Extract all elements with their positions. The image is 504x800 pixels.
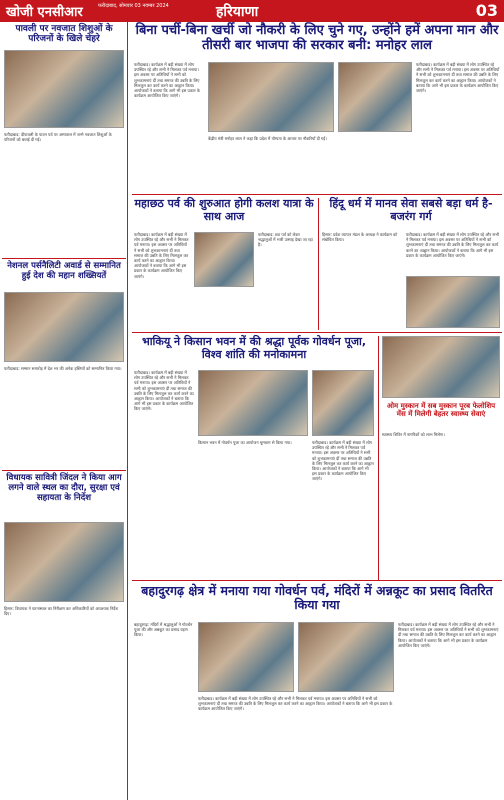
story-2-photo [4, 292, 124, 362]
story-5-headline: महाछठ पर्व की शुरुआत होगी कलश यात्रा के साथ आज [134, 197, 314, 223]
story-9-headline: बहादुरगढ़ क्षेत्र में मनाया गया गोवर्धन पर्व, मंदिरों में अन्नकूट का प्रसाद वितरित किया गया [141, 583, 493, 613]
story-7-text-b: किसान भवन में गोवर्धन पूजा का आयोजन धूमधाम से किया गया। [198, 440, 292, 445]
section-title: हरियाणा [216, 4, 259, 20]
masthead [0, 0, 504, 22]
story-6-headline: हिंदू धर्म में मानव सेवा सबसे बड़ा धर्म है-बजरंग गर्ग [329, 197, 493, 223]
story-3-text: हिसार: विधायक ने घटनास्थल का निरीक्षण कर अधिकारियों को आवश्यक निर्देश दिए। [4, 606, 119, 617]
newspaper-logo: खोजी एनसीआर [6, 5, 83, 20]
story-6-photo [406, 276, 500, 328]
story-9-text-c: फरीदाबाद। कार्यक्रम में बड़ी संख्या में लोग उपस्थित रहे और सभी ने मिलकर पर्व मनाया। इस अवसर पर अतिथियों ने सभी को शुभकामनाएं दीं तथा समाज की उन्नति के लिए मिलजुल कर कार्य करने का आह्वान किया। आयोजकों ने बताया कि आगे भी इस प्रकार के कार्यक्रम आयोजित किए जाएंगे। [398, 622, 499, 648]
story-6-text-b: फरीदाबाद। कार्यक्रम में बड़ी संख्या में लोग उपस्थित रहे और सभी ने मिलकर पर्व मनाया। इस अवसर पर अतिथियों ने सभी को शुभकामनाएं दीं तथा समाज की उन्नति के लिए मिलजुल कर कार्य करने का आह्वान किया। आयोजकों ने बताया कि आगे भी इस प्रकार के कार्यक्रम आयोजित किए जाएंगे। [406, 232, 499, 258]
story-9-text-a: बहादुरगढ़: मंदिरों में श्रद्धालुओं ने गोवर्धन पूजा की और अन्नकूट का प्रसाद ग्रहण किया। [134, 622, 193, 638]
story-6-text-a: हिसार: प्रदेश व्यापार मंडल के अध्यक्ष ने कार्यक्रम को संबोधित किया। [322, 232, 398, 243]
story-9-photo-1 [198, 622, 294, 692]
story-9-text-b: फरीदाबाद। कार्यक्रम में बड़ी संख्या में लोग उपस्थित रहे और सभी ने मिलकर पर्व मनाया। इस अवसर पर अतिथियों ने सभी को शुभकामनाएं दीं तथा समाज की उन्नति के लिए मिलजुल कर कार्य करने का आह्वान किया। आयोजकों ने बताया कि आगे भी इस प्रकार के कार्यक्रम आयोजित किए जाएंगे। [198, 696, 393, 712]
story-1-headline: पावली पर नवजात शिशुओं के परिजनों के खिले चेहरे [15, 24, 113, 45]
story-4-photo-2 [338, 62, 412, 132]
story-5-photo [194, 232, 254, 287]
story-2-text: फरीदाबाद: सम्मान समारोह में देश भर की अनेक हस्तियों को सम्मानित किया गया। [4, 366, 122, 371]
story-5-text-a: फरीदाबाद। कार्यक्रम में बड़ी संख्या में लोग उपस्थित रहे और सभी ने मिलकर पर्व मनाया। इस अवसर पर अतिथियों ने सभी को शुभकामनाएं दीं तथा समाज की उन्नति के लिए मिलजुल कर कार्य करने का आह्वान किया। आयोजकों ने बताया कि आगे भी इस प्रकार के कार्यक्रम आयोजित किए जाएंगे। [134, 232, 189, 279]
story-2-headline: नेशनल पर्सनैलिटी अवार्ड से सम्मानित हुई देश की महान शख्सियतें [7, 261, 121, 281]
story-7-text-c: फरीदाबाद। कार्यक्रम में बड़ी संख्या में लोग उपस्थित रहे और सभी ने मिलकर पर्व मनाया। इस अवसर पर अतिथियों ने सभी को शुभकामनाएं दीं तथा समाज की उन्नति के लिए मिलजुल कर कार्य करने का आह्वान किया। आयोजकों ने बताया कि आगे भी इस प्रकार के कार्यक्रम आयोजित किए जाएंगे। [312, 440, 374, 482]
story-1-text: फरीदाबाद: दीपावली के पावन पर्व पर अस्पताल में जन्मे नवजात शिशुओं के परिजनों को बधाई दी गई। [4, 132, 112, 143]
story-5-text-b: फरीदाबाद: छठ पर्व को लेकर श्रद्धालुओं में भारी उत्साह देखा जा रहा है। [258, 232, 313, 248]
story-3-photo [4, 522, 124, 602]
story-4-text-c: फरीदाबाद। कार्यक्रम में बड़ी संख्या में लोग उपस्थित रहे और सभी ने मिलकर पर्व मनाया। इस अवसर पर अतिथियों ने सभी को शुभकामनाएं दीं तथा समाज की उन्नति के लिए मिलजुल कर कार्य करने का आह्वान किया। आयोजकों ने बताया कि आगे भी इस प्रकार के कार्यक्रम आयोजित किए जाएंगे। [416, 62, 500, 94]
story-8-headline: ओम मुस्कान में सब मुस्कान पूरब फेलोशिप मेंस में मिलेगी बेहतर स्वास्थ्य सेवाएं [386, 402, 496, 419]
story-4-text-a: फरीदाबाद। कार्यक्रम में बड़ी संख्या में लोग उपस्थित रहे और सभी ने मिलकर पर्व मनाया। इस अवसर पर अतिथियों ने सभी को शुभकामनाएं दीं तथा समाज की उन्नति के लिए मिलजुल कर कार्य करने का आह्वान किया। आयोजकों ने बताया कि आगे भी इस प्रकार के कार्यक्रम आयोजित किए जाएंगे। [134, 62, 200, 99]
page-number: 03 [475, 1, 498, 20]
story-9-photo-2 [298, 622, 394, 692]
story-7-photo-2 [312, 370, 374, 436]
story-7-photo-1 [198, 370, 308, 436]
story-4-headline: बिना पर्ची-बिना खर्ची जो नौकरी के लिए चुने गए, उन्होंने हमें अपना मान और तीसरी बार भाजपा की सरकार बनी: मनोहर लाल [135, 23, 499, 53]
story-4-photo-1 [208, 62, 334, 132]
story-8-text: स्वास्थ्य शिविर में नागरिकों को लाभ मिलेगा। [382, 432, 445, 437]
story-4-text-b: केंद्रीय मंत्री मनोहर लाल ने कहा कि प्रदेश में योग्यता के आधार पर नौकरियाँ दी गईं। [208, 136, 327, 141]
date-line: फरीदाबाद, सोमवार 03 नवम्बर 2024 [98, 3, 169, 9]
story-1-photo [4, 50, 124, 128]
left-column [0, 22, 128, 800]
story-7-text-a: फरीदाबाद। कार्यक्रम में बड़ी संख्या में लोग उपस्थित रहे और सभी ने मिलकर पर्व मनाया। इस अवसर पर अतिथियों ने सभी को शुभकामनाएं दीं तथा समाज की उन्नति के लिए मिलजुल कर कार्य करने का आह्वान किया। आयोजकों ने बताया कि आगे भी इस प्रकार के कार्यक्रम आयोजित किए जाएंगे। [134, 370, 194, 412]
story-3-headline: विधायक सावित्री जिंदल ने किया आग लगने वाले स्थल का दौरा, सुरक्षा एवं सहायता के निर्देश [6, 473, 122, 503]
story-7-headline: भाकियू ने किसान भवन में की श्रद्धा पूर्वक गोवर्धन पूजा, विश्व शांति की मनोकामना [141, 335, 367, 361]
story-8-photo [382, 336, 500, 398]
